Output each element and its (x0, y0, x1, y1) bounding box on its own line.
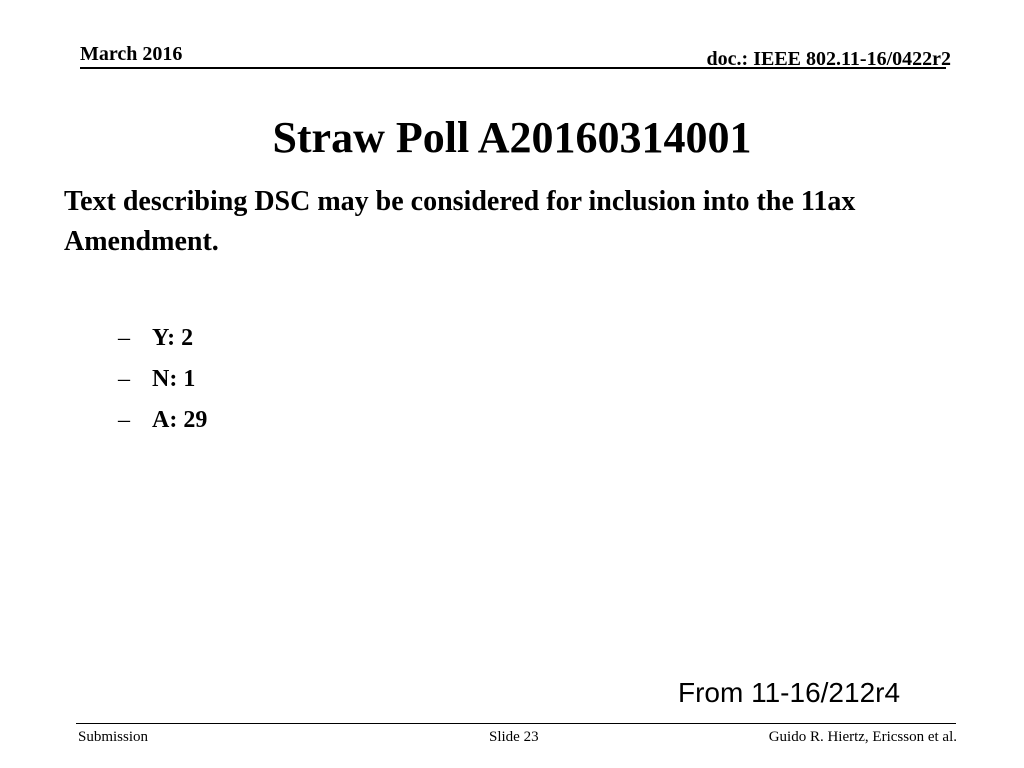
footer-authors: Guido R. Hiertz, Ericsson et al. (768, 729, 957, 745)
poll-results-list (118, 318, 207, 441)
poll-result-yes (118, 318, 207, 359)
slide-title: Straw Poll A20160314001 (272, 113, 752, 162)
dash-bullet-icon: – (118, 407, 130, 433)
poll-result-no (118, 359, 207, 400)
header-divider (80, 67, 946, 69)
poll-result-abstain (118, 400, 207, 441)
dash-bullet-icon: – (118, 366, 130, 392)
source-note: From 11-16/212r4 (678, 677, 901, 708)
dash-bullet-icon: – (118, 325, 130, 351)
footer-submission: Submission (78, 729, 149, 745)
footer-slide-number: Slide 23 (489, 729, 539, 745)
poll-result-text: A: 29 (152, 407, 208, 433)
footer-divider (76, 723, 956, 724)
slide-body-text: Text describing DSC may be considered for inclusion into the 11ax Amendment. (64, 186, 856, 257)
poll-result-text: Y: 2 (152, 325, 194, 351)
header-date: March 2016 (80, 43, 183, 65)
header-doc-id: doc.: IEEE 802.11-16/0422r2 (706, 48, 951, 70)
poll-result-text: N: 1 (152, 366, 196, 392)
